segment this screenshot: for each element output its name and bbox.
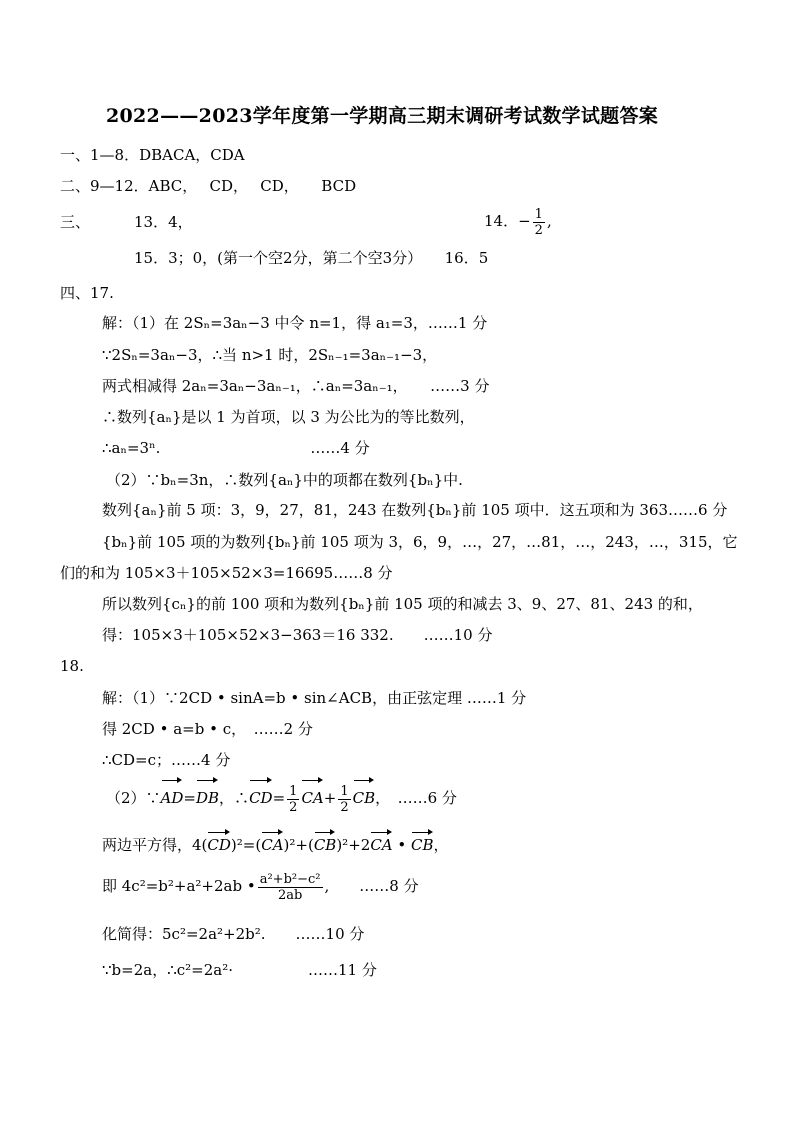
- vector-DB: DB: [196, 776, 219, 816]
- vector-CB: CB: [411, 828, 434, 858]
- solution-18-line: ∴CD=c；……4 分: [102, 751, 231, 769]
- fraction-denominator: 2ab: [277, 887, 303, 903]
- section-1-answers: 一、1—8．DBACA，CDA: [60, 146, 245, 164]
- text-segment: =: [272, 789, 286, 807]
- solution-17-line: {bₙ}前 105 项的为数列{bₙ}前 105 项为 3，6，9，…，27，…81，…，243，…，315，它: [102, 533, 738, 551]
- fraction-numerator: 1: [340, 783, 349, 799]
- vector-CB: CB: [314, 828, 337, 858]
- vector-CD: CD: [207, 828, 231, 858]
- text-segment: )²+2: [336, 836, 371, 854]
- solution-17-line: 两式相减得 2aₙ=3aₙ−3aₙ₋₁，∴aₙ=3aₙ₋₁， ……3 分: [102, 377, 490, 395]
- vector-CD: CD: [249, 776, 273, 816]
- solution-17-line: ∴aₙ=3ⁿ. ……4 分: [102, 439, 370, 457]
- solution-18-line: 化简得：5c²=2a²+2b². ……10 分: [102, 925, 365, 943]
- vector-CA: CA: [301, 776, 323, 816]
- answer-13: 13．4，: [134, 213, 193, 231]
- solution-18-line: 解：（1）∵2CD • sinA=b • sin∠ACB，由正弦定理 ……1 分: [102, 689, 527, 707]
- vector-CB: CB: [353, 776, 376, 816]
- fraction-numerator: 1: [534, 206, 543, 222]
- question-18-heading: 18.: [60, 657, 84, 675]
- vector-CA: CA: [370, 828, 392, 858]
- solution-18-line: ∵b=2a，∴c²=2a²· ……11 分: [102, 961, 377, 979]
- fraction-numerator: a²+b²−c²: [259, 871, 321, 887]
- solution-18-cosine-line: [102, 866, 419, 906]
- section-4-heading: 四、17.: [60, 284, 114, 302]
- solution-17-line: （2）∵bₙ=3n，∴数列{aₙ}中的项都在数列{bₙ}中.: [106, 471, 463, 489]
- answer-15-16: 15．3；0，(第一个空2分，第二个空3分） 16．5: [134, 249, 489, 267]
- vector-CA: CA: [261, 828, 283, 858]
- fraction-denominator: 2: [289, 799, 298, 815]
- solution-18-line: 得 2CD • a=b • c， ……2 分: [102, 720, 313, 738]
- text-segment: +: [323, 789, 337, 807]
- solution-17-line: ∴数列{aₙ}是以 1 为首项，以 3 为公比为的等比数列，: [102, 408, 475, 426]
- fraction-denominator: 2: [534, 222, 543, 238]
- text-segment: ，: [433, 836, 449, 854]
- solution-18-vector-line: [106, 776, 457, 816]
- text-segment: ， ……6 分: [375, 789, 457, 807]
- section-2-answers: 二、9—12．ABC， CD， CD， BCD: [60, 177, 357, 195]
- fraction-numerator: 1: [289, 783, 298, 799]
- section-3-label: 三、: [60, 213, 91, 231]
- answer-14: [484, 204, 552, 238]
- answer-14-fraction: [533, 207, 545, 238]
- solution-17-line: 所以数列{cₙ}的前 100 项和为数列{bₙ}前 105 项的和减去 3、9、27、81、243 的和，: [102, 595, 703, 613]
- text-segment: )²+(: [283, 836, 314, 854]
- page-title: 2022——2023学年度第一学期高三期末调研考试数学试题答案: [106, 105, 659, 127]
- text-segment: =: [183, 789, 196, 807]
- text-segment: 即 4c²=b²+a²+2ab •: [102, 877, 256, 895]
- solution-17-line: ∵2Sₙ=3aₙ−3，∴当 n>1 时，2Sₙ₋₁=3aₙ₋₁−3，: [102, 346, 438, 364]
- text-segment: )²=(: [230, 836, 262, 854]
- fraction-half: [287, 784, 299, 815]
- solution-18-square-line: [102, 828, 449, 858]
- cosine-fraction: [258, 872, 323, 903]
- fraction-denominator: 2: [340, 799, 349, 815]
- text-segment: （2）∵: [106, 789, 161, 807]
- solution-17-line: 解：（1）在 2Sₙ=3aₙ−3 中令 n=1，得 a₁=3，……1 分: [102, 314, 488, 332]
- vector-AD: AD: [161, 776, 184, 816]
- answer-14-prefix: 14．−: [484, 212, 531, 230]
- text-segment: , ……8 分: [324, 877, 419, 895]
- answer-14-suffix: ,: [546, 212, 552, 230]
- text-segment: •: [392, 836, 412, 854]
- solution-17-line: 得：105×3＋105×52×3−363＝16 332. ……10 分: [102, 626, 493, 644]
- solution-17-line: 们的和为 105×3＋105×52×3=16695……8 分: [60, 564, 393, 582]
- text-segment: ，∴: [219, 789, 250, 807]
- fraction-half: [338, 784, 350, 815]
- text-segment: 两边平方得，4(: [102, 836, 208, 854]
- solution-17-line: 数列{aₙ}前 5 项：3，9，27，81，243 在数列{bₙ}前 105 项中．这五项和为 363……6 分: [102, 501, 728, 519]
